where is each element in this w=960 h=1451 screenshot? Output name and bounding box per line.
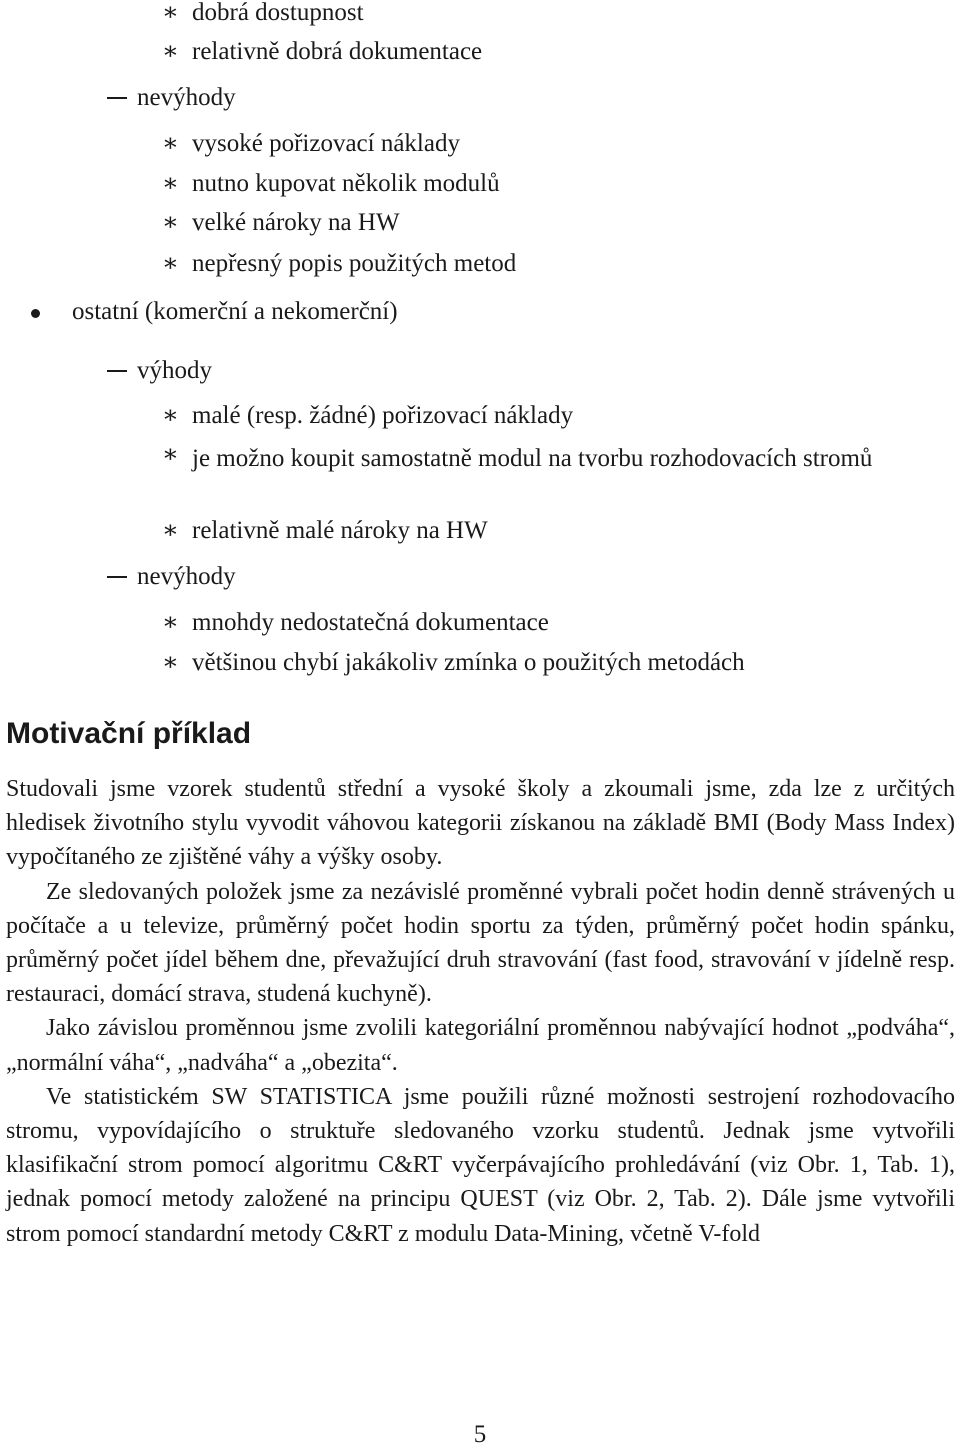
- list-item: dobrá dostupnost: [192, 0, 364, 26]
- list-item: mnohdy nedostatečná dokumentace: [192, 609, 549, 636]
- asterisk-icon: ∗: [162, 130, 179, 157]
- asterisk-icon: ∗: [162, 0, 179, 26]
- paragraph: Ve statistickém SW STATISTICA jsme použili různé možnosti sestrojení rozhodovacího stromu, vypovídajícího o struktuře sledovaného vzorku studentů. Jednak jsme vytvořili klasifikační strom pomocí algoritmu C&RT vyčerpávajícího prohledávání (viz Obr. 1, Tab. 1), jednak pomocí metody založené na principu QUEST (viz Obr. 2, Tab. 2). Dále jsme vytvořili strom pomocí standardní metody C&RT z modulu Data-Mining, včetně V-fold: [6, 1083, 955, 1247]
- asterisk-icon: ∗: [162, 517, 179, 544]
- list-label: nevýhody: [137, 84, 236, 111]
- paragraph: Jako závislou proměnnou jsme zvolili kategoriální proměnnou nabývající hodnot „podváha“, „normální váha“, „nadváha“ a „obezita“.: [6, 1015, 955, 1076]
- asterisk-icon: ∗: [162, 170, 179, 197]
- list-item: relativně malé nároky na HW: [192, 517, 488, 544]
- asterisk-icon: ∗: [162, 38, 179, 65]
- asterisk-icon: ∗: [162, 441, 179, 468]
- list-label: výhody: [137, 357, 212, 384]
- list-item: většinou chybí jakákoliv zmínka o použitých metodách: [192, 649, 745, 676]
- asterisk-icon: ∗: [162, 402, 179, 429]
- asterisk-icon: ∗: [162, 209, 179, 236]
- asterisk-icon: ∗: [162, 609, 179, 636]
- asterisk-icon: ∗: [162, 649, 179, 676]
- list-item: malé (resp. žádné) pořizovací náklady: [192, 402, 574, 429]
- body-text: [6, 772, 955, 1251]
- bullet-icon: [31, 309, 40, 318]
- asterisk-icon: ∗: [162, 250, 179, 277]
- list-heading: ostatní (komerční a nekomerční): [72, 298, 398, 325]
- list-item: velké nároky na HW: [192, 209, 400, 236]
- list-item: nepřesný popis použitých metod: [192, 250, 517, 277]
- page-number: 5: [473, 1421, 487, 1448]
- paragraph: Studovali jsme vzorek studentů střední a vysoké školy a zkoumali jsme, zda lze z určitých hledisek životního stylu vyvodit váhovou kategorii získanou na základě BMI (Body Mass Index) vypočítaného ze zjištěné váhy a výšky osoby.: [6, 776, 955, 871]
- section-title: Motivační příklad: [6, 717, 252, 750]
- list-item: nutno kupovat několik modulů: [192, 170, 500, 197]
- dash-icon: [107, 370, 127, 372]
- paragraph: Ze sledovaných položek jsme za nezávislé proměnné vybrali počet hodin denně strávených u počítače a u televize, průměrný počet hodin sportu za týden, průměrný počet hodin spánku, průměrný počet jídel během dne, převažující druh stravování (fast food, stravování v jídelně resp. restauraci, domácí strava, studená kuchyně).: [6, 878, 955, 1008]
- list-item: relativně dobrá dokumentace: [192, 38, 483, 65]
- list-item: vysoké pořizovací náklady: [192, 130, 460, 157]
- list-label: nevýhody: [137, 563, 236, 590]
- dash-icon: [107, 97, 127, 99]
- list-item: je možno koupit samostatně modul na tvorbu rozhodovacích stromů: [192, 445, 873, 472]
- dash-icon: [107, 576, 127, 578]
